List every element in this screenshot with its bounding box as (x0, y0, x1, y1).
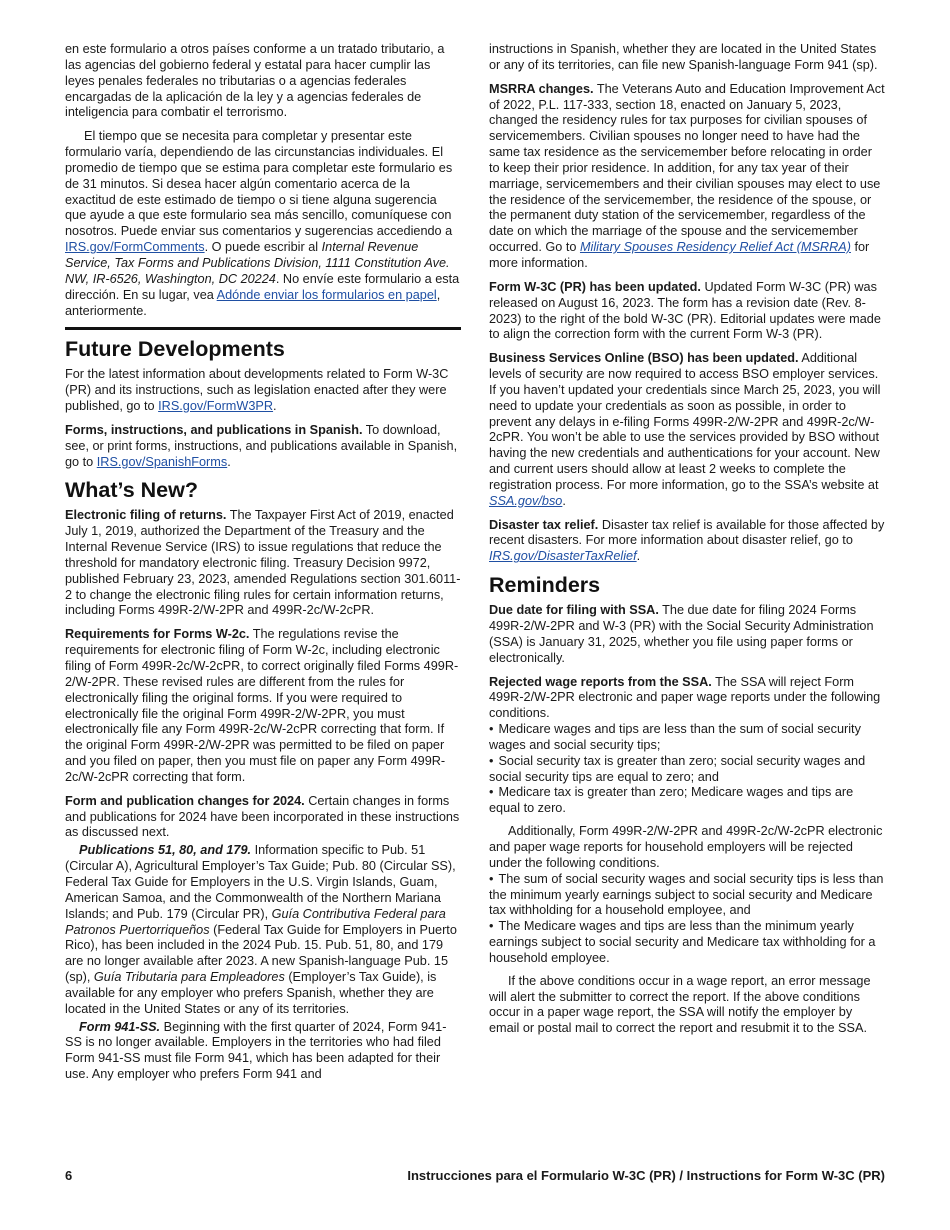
changes-paragraph (65, 794, 461, 842)
spanish-forms-paragraph (65, 423, 461, 471)
disaster-paragraph (489, 518, 886, 566)
f941ss-title: Form 941-SS. (79, 1019, 161, 1034)
intro-text-2b: . O puede escribir al (204, 240, 322, 255)
spanish-forms-title: Forms, instructions, and publications in Spanish. (65, 422, 363, 437)
intro-text-2d: , anteriormente. (65, 287, 441, 318)
bso-title: Business Services Online (BSO) has been updated. (489, 351, 799, 366)
w2c-paragraph (65, 627, 461, 785)
bso-text-end: . (562, 493, 566, 508)
msrra-link[interactable]: Military Spouses Residency Relief Act (MSRRA) (579, 240, 851, 255)
f941ss-paragraph (65, 1020, 461, 1083)
due-date-text: The due date for filing 2024 Forms 499R-2/W-2PR and W-3 (PR) with the Social Security Administration (SSA) is January 31, 2025, whether you file using paper forms or electronically. (489, 603, 874, 665)
pubs-paragraph (65, 843, 461, 1017)
intro-paragraph-1 (65, 42, 461, 121)
spanish-forms-text: To download, see, or print forms, instructions, and publications available in Spanish, go to (65, 422, 458, 469)
formw3pr-link[interactable]: IRS.gov/FormW3PR (158, 399, 274, 414)
pubs-text-a: Information specific to Pub. 51 (Circular A), Agricultural Employer’s Tax Guide; Pub. 80 (Circular SS), Federal Tax Guide for Employers in the U.S. Virgin Islands, Guam, American Samoa, and the Commonwealth of the Northern Mariana Islands; and Pub. 179 (Circular PR), (65, 843, 456, 921)
future-developments-heading: Future Developments (65, 337, 285, 362)
bso-text: Additional levels of security are now required to access BSO employer services. If you haven’t updated your credentials since March 25, 2023, you will need to update your credentials as soon as possible, in order to prevent any delays in e-filing Forms 499R-2/W-2PR and 499R-2c/W-2cPR. You won’t be able to use the services provided by BSO without having the new credentials and authentications for your account. New and current users should allow at least 2 weeks to complete the registration process. For more information, go to the SSA’s website at (489, 351, 881, 492)
continued-text: instructions in Spanish, whether they are located in the United States or any of its territories, can file new Spanish-language Form 941 (sp). (489, 42, 878, 72)
footer-title: Instrucciones para el Formulario W-3C (PR) / Instructions for Form W-3C (PR) (407, 1168, 885, 1183)
list-item: • The Medicare wages and tips are less than the minimum yearly earnings subject to social security and Medicare tax withholding for a household employee. (489, 919, 886, 967)
additionally-paragraph (489, 824, 886, 872)
pubs-text-b: (Federal Tax Guide for Employers in Puerto Rico), has been included in the 2024 Pub. 15. Pub. 51, 80, and 179 are no longer available after 2023. A new Spanish-language Pub. 15 (sp), (65, 922, 457, 985)
msrra-paragraph (489, 82, 886, 272)
rejected-text: The SSA will reject Form 499R-2/W-2PR electronic and paper wage reports under the following conditions. (489, 674, 881, 721)
msrra-text: The Veterans Auto and Education Improvement Act of 2022, P.L. 117-333, section 18, enacted on January 5, 2023, changed the residency rules for tax purposes for civilian spouses of servicemembers. Civilian spouses no longer need to have had the same tax residence as the servicemember before relocating in order to keep their prior residence. In addition, for any tax year of their marriage, servicemembers and their civilian spouses may elect to use the residence of the servicemember, the residence of the spouse, or the permanent duty station of the servicemember, regardless of the date on which the marriage of the spouse and the servicemember occurred. Go to (489, 81, 885, 255)
rejected-paragraph (489, 675, 886, 723)
disaster-text-end: . (636, 549, 641, 564)
changes-text: Certain changes in forms and publications for 2024 have been incorporated in these instructions as discussed next. (65, 793, 460, 840)
pubs-italic-2: Guía Tributaria para Empleadores (93, 970, 285, 985)
due-date-paragraph (489, 603, 886, 666)
pubs-text-c: (Employer’s Tax Guide), is available for any employer who prefers Spanish, whether they are located in the United States or any of its territories. (65, 970, 437, 1016)
pubs-italic-1: Guía Contributiva Federal para Patronos Puertorriqueños (65, 906, 446, 937)
page-number: 6 (65, 1168, 73, 1183)
w3c-title: Form W-3C (PR) has been updated. (489, 279, 701, 294)
w3c-paragraph (489, 280, 886, 343)
intro-text-2c: . No envíe este formulario a esta dirección. En su lugar, vea (65, 271, 460, 302)
list-item: • The sum of social security wages and social security tips is less than the minimum yearly earnings subject to social security and Medicare tax withholding for a household employee, and (489, 872, 886, 920)
section-divider (65, 327, 461, 330)
rejected-conditions-list (489, 722, 886, 817)
w2c-text: The regulations revise the requirements for electronic filing of Form W-2c, including electronic filing of Form 499R-2c/W-2cPR, to correct originally filed Forms 499R-2/W-2PR. These revised rules are different from the rules for electronically filing the original forms. If you were required to electronically file the original Form 499R-2/W-2PR, you must electronically file any Form 499R-2c/W-2cPR correcting that form. If the original Form 499R-2/W-2PR was permitted to be filed on paper and you filed on paper, then you must file on paper any Form 499R-2c/W-2cPR correcting that form. (65, 627, 459, 784)
intro-text-2a: El tiempo que se necesita para completar y presentar este formulario varía, dependiendo de las circunstancias individuales. El promedio de tiempo que se estima para completar este formulario es de 31 minutos. Si desea hacer algún comentario acerca de la exactitud de este estimado de tiempo o si tiene alguna sugerencia que ayude a que este formulario sea más sencillo, comuníquese con nosotros. Puede enviar sus comentarios y sugerencias accediendo a (65, 129, 453, 239)
final-text: If the above conditions occur in a wage report, an error message will alert the submitter to correct the report. If the above conditions occur in a paper wage report, the SSA will notify the employer by email or postal mail to correct the report and resubmit it to the SSA. (489, 973, 871, 1036)
list-item: • Social security tax is greater than zero; social security wages and social security tips are equal to zero; and (489, 754, 886, 786)
w2c-title: Requirements for Forms W-2c. (65, 627, 250, 642)
ssa-bso-link[interactable]: SSA.gov/bso (489, 493, 563, 508)
disaster-relief-link[interactable]: IRS.gov/DisasterTaxRelief (489, 549, 637, 564)
efile-text: The Taxpayer First Act of 2019, enacted July 1, 2019, authorized the Department of the Treasury and the Internal Revenue Service (IRS) to issue regulations that reduce the threshold for mandatory electronic filing. Treasury Decision 9972, published February 23, 2023, amended Regulations section 301.6011-2 to change the electronic filing rules for certain information returns, including Forms 499R-2/W-2PR and 499R-2c/W-2cPR. (65, 508, 461, 618)
continued-paragraph (489, 42, 886, 74)
irs-address: Internal Revenue Service, Tax Forms and Publications Division, 1111 Constitution Ave. NW, IR-6526, Washington, DC 20224 (65, 240, 450, 286)
intro-paragraph-2 (65, 129, 461, 319)
future-paragraph (65, 367, 461, 415)
reminders-heading: Reminders (489, 573, 601, 598)
efile-title: Electronic filing of returns. (65, 508, 227, 523)
bso-paragraph (489, 351, 886, 509)
final-paragraph (489, 974, 886, 1037)
left-column (65, 42, 461, 1091)
spanish-forms-text-end: . (227, 454, 231, 469)
due-date-title: Due date for filing with SSA. (489, 603, 659, 618)
paper-forms-link[interactable]: Adónde enviar los formularios en papel (216, 287, 437, 302)
efile-paragraph (65, 508, 461, 619)
form-comments-link[interactable]: IRS.gov/FormComments (65, 240, 205, 255)
pubs-title: Publications 51, 80, and 179. (79, 843, 252, 858)
rejected-title: Rejected wage reports from the SSA. (489, 674, 712, 689)
spanish-forms-link[interactable]: IRS.gov/SpanishForms (96, 454, 228, 469)
f941ss-text: Beginning with the first quarter of 2024, Form 941-SS is no longer available. Employers in the territories who had filed Form 941-SS must file Form 941, which has been adapted for their use. Any employer who prefers Form 941 and (65, 1019, 447, 1082)
right-column (489, 42, 886, 1045)
list-item: • Medicare wages and tips are less than the sum of social security wages and social security tips; (489, 722, 886, 754)
disaster-title: Disaster tax relief. (489, 517, 599, 532)
msrra-title: MSRRA changes. (489, 81, 594, 96)
future-text: For the latest information about developments related to Form W-3C (PR) and its instructions, such as legislation enacted after they were published, go to (65, 367, 449, 414)
whats-new-heading: What’s New? (65, 478, 198, 503)
msrra-text-end: for more information. (489, 240, 870, 270)
household-conditions-list (489, 872, 886, 967)
intro-text-1: en este formulario a otros países conforme a un tratado tributario, a las agencias del gobierno federal y estatal para hacer cumplir las leyes penales federales no tributarias o a agencias federales encargadas de la aplicación de la ley y a agencias federales de inteligencia para combatir el terrorismo. (65, 42, 445, 120)
additionally-text: Additionally, Form 499R-2/W-2PR and 499R-2c/W-2cPR electronic and paper wage reports for household employers will be rejected under the following conditions. (489, 824, 883, 870)
changes-title: Form and publication changes for 2024. (65, 793, 305, 808)
future-text-end: . (273, 399, 277, 414)
list-item: • Medicare tax is greater than zero; Medicare wages and tips are equal to zero. (489, 785, 886, 817)
disaster-text: Disaster tax relief is available for those affected by recent disasters. For more information about disaster relief, go to (489, 517, 885, 548)
w3c-text: Updated Form W-3C (PR) was released on August 16, 2023. The form has a revision date (Rev. 8-2023) to the right of the bold W-3C (PR). Editorial updates were made to align the correction form with the current Form W-3 (PR). (489, 279, 881, 342)
